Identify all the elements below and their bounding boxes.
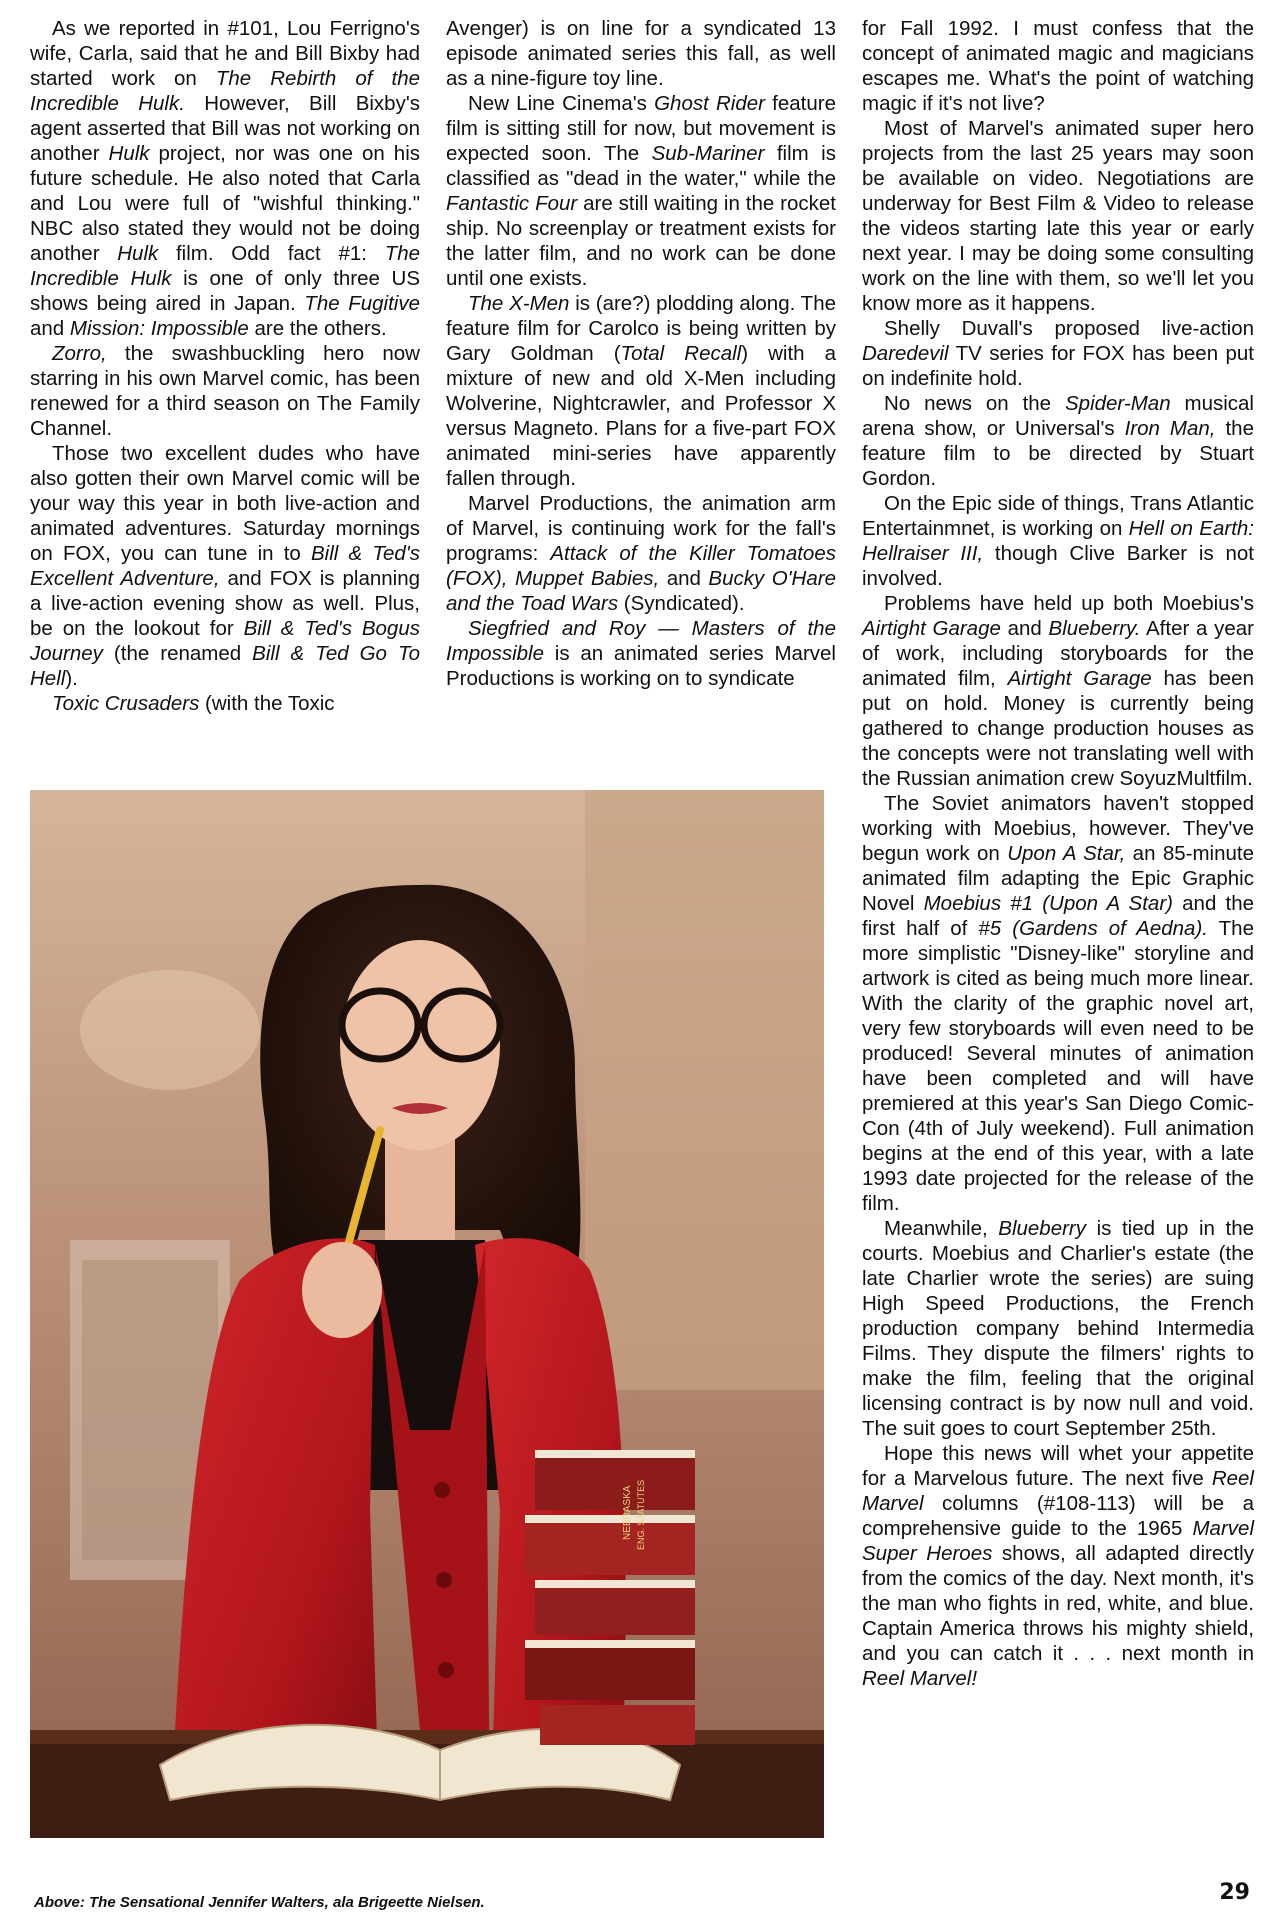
doorway: [585, 790, 824, 1390]
caption-text: The Sensational Jennifer Walters, ala Brigeette Nielsen.: [84, 1894, 485, 1911]
paragraph: Problems have held up both Moebius's Airtight Garage and Blueberry. After a year of work, including storyboards for the animated film, Airtight Garage has been put on hold. Money is currently being gathered to change production houses as the concepts were not translating well with the Russian animation crew SoyuzMultfilm.: [862, 592, 1254, 790]
text-column-3: [862, 16, 1254, 1691]
feature-photo: [30, 790, 824, 1838]
jacket-button: [438, 1662, 454, 1678]
paragraph: Those two excellent dudes who have also gotten their own Marvel comic will be your way this year in both live-action and animated adventures. Saturday mornings on FOX, you can tune in to Bill & Ted's Excellent Adventure, and FOX is planning a live-action evening show as well. Plus, be on the lookout for Bill & Ted's Bogus Journey (the renamed Bill & Ted Go To Hell).: [30, 442, 421, 690]
text-column-2: [446, 16, 836, 691]
paragraph: No news on the Spider-Man musical arena show, or Universal's Iron Man, the feature film to be directed by Stuart Gordon.: [862, 392, 1254, 490]
paragraph: Siegfried and Roy — Masters of the Impossible is an animated series Marvel Productions is working on to syndicate: [446, 617, 836, 690]
page-number: 29: [1219, 1880, 1250, 1905]
paragraph: Marvel Productions, the animation arm of Marvel, is continuing work for the fall's programs: Attack of the Killer Tomatoes (FOX), Muppet Babies, and Bucky O'Hare and the Toad Wars (Syndicated).: [446, 492, 836, 615]
photo-caption: [34, 1894, 814, 1911]
book-spine-text: NEBRASKA: [622, 1485, 633, 1540]
jacket-button: [434, 1482, 450, 1498]
paragraph: Shelly Duvall's proposed live-action Daredevil TV series for FOX has been put on indefinite hold.: [862, 317, 1254, 390]
paragraph: On the Epic side of things, Trans Atlantic Entertainmnet, is working on Hell on Earth: Hellraiser III, though Clive Barker is not involved.: [862, 492, 1254, 590]
paragraph: Toxic Crusaders (with the Toxic: [52, 692, 335, 715]
jacket-button: [436, 1572, 452, 1588]
text-column-1: [30, 16, 420, 716]
paragraph: The Soviet animators haven't stopped working with Moebius, however. They've begun work on Upon A Star, an 85-minute animated film adapting the Epic Graphic Novel Moebius #1 (Upon A Star) and the first half of #5 (Gardens of Aedna). The more simplistic "Disney-like" storyline and artwork is cited as being much more linear. With the clarity of the graphic novel art, very few storyboards will even need to be produced! Several minutes of animation have been completed and will have premiered at this year's San Diego Comic-Con (4th of July weekend). Full animation begins at the end of this year, with a late 1993 date projected for the release of the film.: [862, 792, 1255, 1215]
photo-illustration: [30, 790, 824, 1838]
paragraph: The X-Men is (are?) plodding along. The feature film for Carolco is being written by Gary Goldman (Total Recall) with a mixture of new and old X-Men including Wolverine, Nightcrawler, and Professor X versus Magneto. Plans for a five-part FOX animated mini-series have apparently fallen through.: [446, 292, 837, 490]
book-spine-text: ENG. STATUTES: [636, 1479, 646, 1550]
paragraph: Zorro, the swashbuckling hero now starring in his own Marvel comic, has been renewed for a third season on The Family Channel.: [30, 342, 420, 440]
paragraph: Meanwhile, Blueberry is tied up in the courts. Moebius and Charlier's estate (the late Charlier wrote the series) are suing High Speed Productions, the French production company behind Intermedia Films. They dispute the filmers' rights to make the film, feeling that the original licensing contract is by now null and void. The suit goes to court September 25th.: [862, 1217, 1254, 1440]
chandelier-glow: [80, 970, 260, 1090]
paragraph: New Line Cinema's Ghost Rider feature film is sitting still for now, but movement is expected soon. The Sub-Mariner film is classified as "dead in the water," while the Fantastic Four are still waiting in the rocket ship. No screenplay or treatment exists for the latter film, and no work can be done until one exists.: [446, 92, 836, 290]
caption-label: Above:: [34, 1894, 85, 1911]
paragraph: As we reported in #101, Lou Ferrigno's wife, Carla, said that he and Bill Bixby had started work on The Rebirth of the Incredible Hulk. However, Bill Bixby's agent asserted that Bill was not working on another Hulk project, nor was one on his future schedule. He also noted that Carla and Lou were full of "wishful thinking." NBC also stated they would not be doing another Hulk film. Odd fact #1: The Incredible Hulk is one of only three US shows being aired in Japan. The Fugitive and Mission: Impossible are the others.: [30, 17, 421, 340]
hand: [302, 1242, 382, 1338]
paragraph: Hope this news will whet your appetite for a Marvelous future. The next five Reel Marvel columns (#108-113) will be a comprehensive guide to the 1965 Marvel Super Heroes shows, all adapted directly from the comics of the day. Next month, it's the man who fights in red, white, and blue. Captain America throws his mighty shield, and you can catch it . . . next month in Reel Marvel!: [862, 1442, 1254, 1690]
paragraph: Avenger) is on line for a syndicated 13 episode animated series this fall, as well as a nine-figure toy line.: [446, 17, 836, 90]
paragraph: Most of Marvel's animated super hero projects from the last 25 years may soon be available on video. Negotiations are underway for Best Film & Video to release the videos starting late this year or early next year. I may be doing some consulting work on the line with them, so we'll let you know more as it happens.: [862, 117, 1254, 315]
paragraph: for Fall 1992. I must confess that the concept of animated magic and magicians escapes me. What's the point of watching magic if it's not live?: [862, 17, 1254, 115]
face: [340, 940, 500, 1150]
